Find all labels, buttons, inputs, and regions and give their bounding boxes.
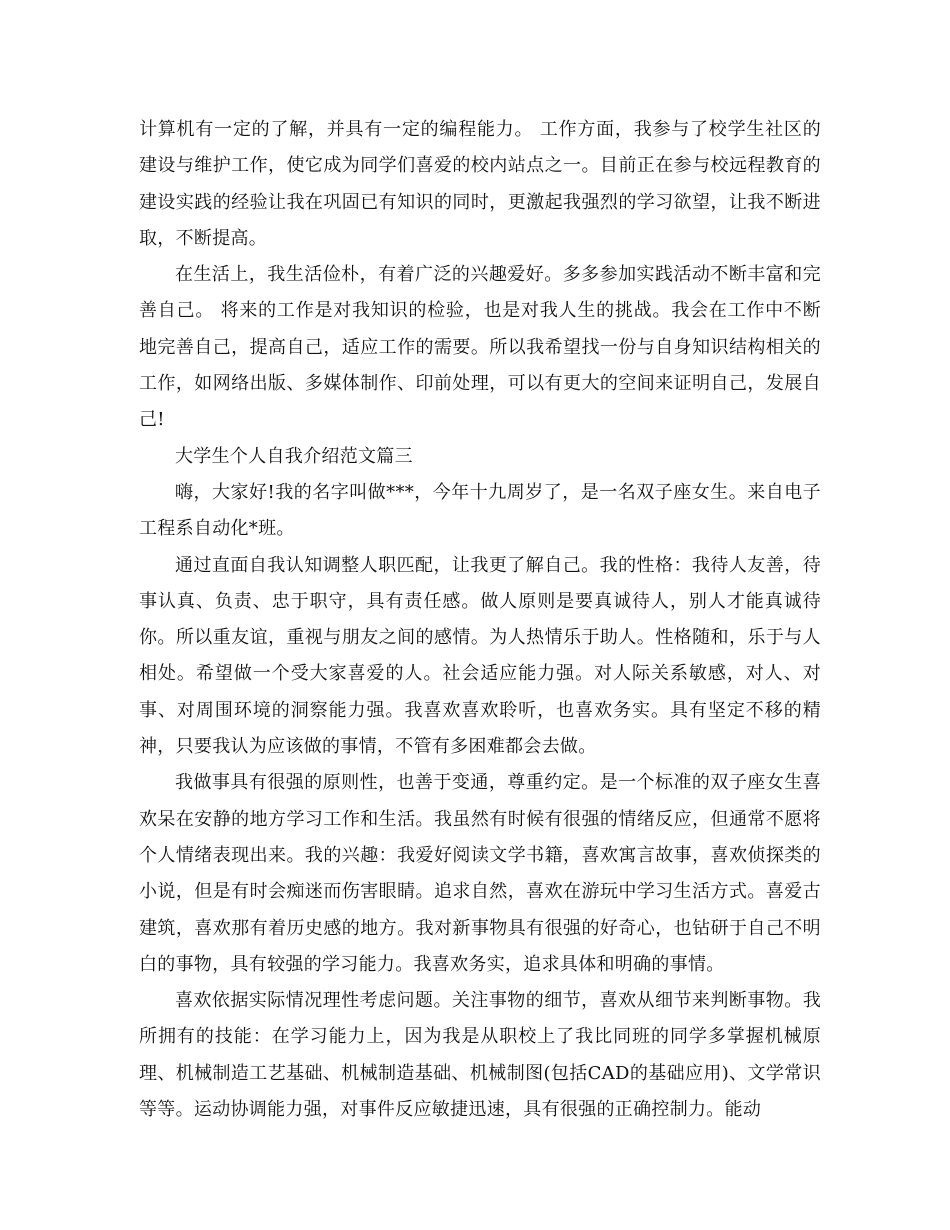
paragraph-skills: 喜欢依据实际情况理性考虑问题。关注事物的细节，喜欢从细节来判断事物。我所拥有的技能：在学习能力上，因为我是从职校上了我比同班的同学多掌握机械原理、机械制造工艺基础、机械制造基础、机械制图(包括CAD的基础应用)、文学常识等等。运动协调能力强，对事件反应敏捷迅速，具有很强的正确控制力。能动 [139,990,821,1121]
paragraph-interests: 我做事具有很强的原则性，也善于变通，尊重约定。是一个标准的双子座女生喜欢呆在安静的地方学习工作和生活。我虽然有时候有很强的情绪反应，但通常不愿将个人情绪表现出来。我的兴趣：我爱好阅读文学书籍，喜欢寓言故事，喜欢侦探类的小说，但是有时会痴迷而伤害眼睛。追求自然，喜欢在游玩中学习生活方式。喜爱古建筑，喜欢那有着历史感的地方。我对新事物具有很强的好奇心，也钻研于自己不明白的事物，具有较强的学习能力。我喜欢务实，追求具体和明确的事情。 [139,772,821,975]
paragraph-personality: 通过直面自我认知调整人职匹配，让我更了解自己。我的性格：我待人友善，待事认真、负责、忠于职守，具有责任感。做人原则是要真诚待人，别人才能真诚待你。所以重友谊，重视与朋友之间的感情。为人热情乐于助人。性格随和，乐于与人相处。希望做一个受大家喜爱的人。社会适应能力强。对人际关系敏感，对人、对事、对周围环境的洞察能力强。我喜欢喜欢聆听，也喜欢务实。具有坚定不移的精神，只要我认为应该做的事情，不管有多困难都会去做。 [139,554,821,758]
paragraph-greeting: 嗨，大家好!我的名字叫做***，今年十九周岁了，是一名双子座女生。来自电子工程系自动化*班。 [139,481,821,540]
document-body [139,112,821,1128]
section-heading: 大学生个人自我介绍范文篇三 [175,445,413,467]
paragraph-life: 在生活上，我生活俭朴，有着广泛的兴趣爱好。多多参加实践活动不断丰富和完善自己。 将来的工作是对我知识的检验，也是对我人生的挑战。我会在工作中不断地完善自己，提高自己，适应工作的需要。所以我希望找一份与自身知识结构相关的工作，如网络出版、多媒体制作、印前处理，可以有更大的空间来证明自己，发展自己! [139,264,821,431]
paragraph-continuation: 计算机有一定的了解，并具有一定的编程能力。 工作方面，我参与了校学生社区的建设与维护工作，使它成为同学们喜爱的校内站点之一。目前正在参与校远程教育的建设实践的经验让我在巩固已有知识的同时，更激起我强烈的学习欲望，让我不断进取，不断提高。 [139,119,821,249]
